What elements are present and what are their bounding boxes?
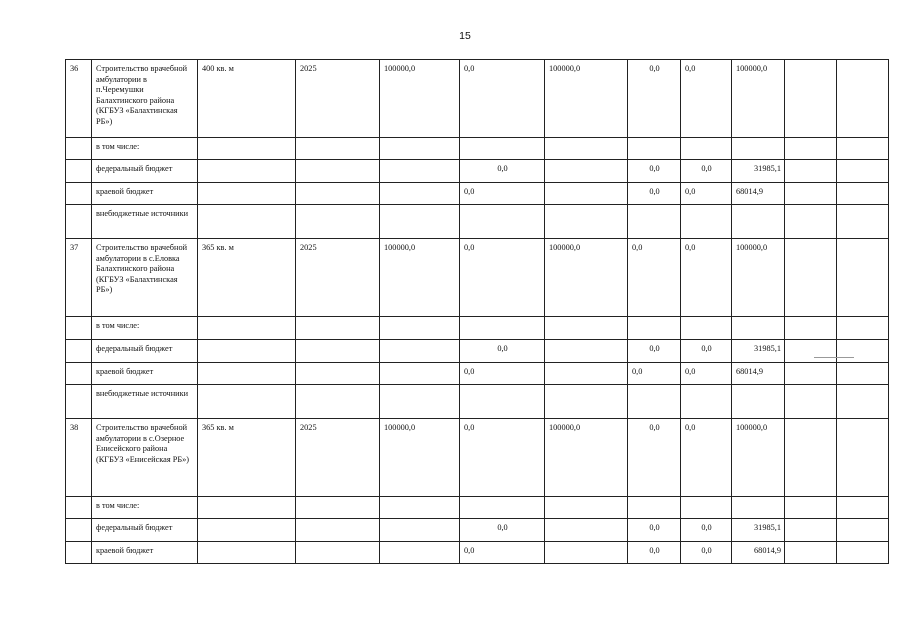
budget-table: [65, 59, 889, 564]
table-row: [66, 160, 889, 183]
total-cell: 100000,0: [380, 419, 460, 497]
value-cell-3: 0,0: [628, 340, 681, 363]
value-cell-3: 0,0: [628, 419, 681, 497]
value-cell-7: [837, 205, 889, 239]
value-cell-2: [545, 183, 628, 205]
year-cell: [296, 363, 380, 385]
table-row: [66, 205, 889, 239]
table-row: [66, 385, 889, 419]
value-cell-1: [460, 205, 545, 239]
row-number: [66, 183, 92, 205]
value-cell-6: [785, 385, 837, 419]
item-name: в том числе:: [92, 317, 198, 340]
table-row: [66, 138, 889, 160]
value-cell-1: 0,0: [460, 542, 545, 564]
value-cell-1: 0,0: [460, 239, 545, 317]
item-name: Строительство врачебной амбулатории в с.Еловка Балахтинского района (КГБУЗ «Балахтинская РБ»): [92, 239, 198, 317]
row-number: [66, 519, 92, 542]
value-cell-6: [785, 519, 837, 542]
value-cell-5: 100000,0: [732, 60, 785, 138]
value-cell-1: [460, 497, 545, 519]
value-cell-2: 100000,0: [545, 239, 628, 317]
total-cell: [380, 160, 460, 183]
table-body: [66, 60, 889, 564]
table-row: [66, 419, 889, 497]
value-cell-2: 100000,0: [545, 419, 628, 497]
stray-mark: [814, 357, 854, 358]
value-cell-7: [837, 340, 889, 363]
value-cell-2: [545, 160, 628, 183]
capacity-cell: [198, 542, 296, 564]
year-cell: 2025: [296, 239, 380, 317]
capacity-cell: [198, 317, 296, 340]
capacity-cell: [198, 160, 296, 183]
value-cell-5: 68014,9: [732, 363, 785, 385]
item-name: в том числе:: [92, 497, 198, 519]
capacity-cell: [198, 385, 296, 419]
value-cell-7: [837, 160, 889, 183]
value-cell-4: 0,0: [681, 340, 732, 363]
row-number: [66, 340, 92, 363]
total-cell: 100000,0: [380, 60, 460, 138]
capacity-cell: [198, 138, 296, 160]
value-cell-3: [628, 138, 681, 160]
value-cell-2: [545, 317, 628, 340]
capacity-cell: [198, 205, 296, 239]
row-number: [66, 160, 92, 183]
total-cell: [380, 138, 460, 160]
value-cell-4: 0,0: [681, 363, 732, 385]
value-cell-5: 100000,0: [732, 239, 785, 317]
value-cell-6: [785, 497, 837, 519]
value-cell-6: [785, 205, 837, 239]
value-cell-3: [628, 385, 681, 419]
row-number: [66, 497, 92, 519]
value-cell-1: 0,0: [460, 60, 545, 138]
row-number: [66, 385, 92, 419]
value-cell-1: 0,0: [460, 160, 545, 183]
value-cell-4: [681, 385, 732, 419]
row-number: 36: [66, 60, 92, 138]
value-cell-4: 0,0: [681, 239, 732, 317]
value-cell-2: [545, 340, 628, 363]
value-cell-7: [837, 363, 889, 385]
value-cell-2: [545, 519, 628, 542]
value-cell-1: 0,0: [460, 363, 545, 385]
value-cell-1: [460, 385, 545, 419]
value-cell-5: [732, 317, 785, 340]
capacity-cell: 400 кв. м: [198, 60, 296, 138]
capacity-cell: 365 кв. м: [198, 419, 296, 497]
value-cell-7: [837, 138, 889, 160]
row-number: [66, 205, 92, 239]
item-name: федеральный бюджет: [92, 160, 198, 183]
value-cell-5: [732, 385, 785, 419]
value-cell-3: 0,0: [628, 519, 681, 542]
value-cell-4: [681, 317, 732, 340]
value-cell-6: [785, 138, 837, 160]
value-cell-5: [732, 205, 785, 239]
total-cell: [380, 385, 460, 419]
value-cell-1: 0,0: [460, 340, 545, 363]
value-cell-1: [460, 317, 545, 340]
value-cell-2: 100000,0: [545, 60, 628, 138]
value-cell-6: [785, 60, 837, 138]
capacity-cell: [198, 183, 296, 205]
year-cell: 2025: [296, 60, 380, 138]
value-cell-5: 68014,9: [732, 542, 785, 564]
year-cell: [296, 183, 380, 205]
item-name: Строительство врачебной амбулатории в с.Озерное Енисейского района (КГБУЗ «Енисейская РБ»): [92, 419, 198, 497]
value-cell-2: [545, 205, 628, 239]
item-name: краевой бюджет: [92, 183, 198, 205]
value-cell-5: 31985,1: [732, 160, 785, 183]
capacity-cell: 365 кв. м: [198, 239, 296, 317]
total-cell: [380, 183, 460, 205]
table-row: [66, 519, 889, 542]
value-cell-5: 31985,1: [732, 340, 785, 363]
value-cell-6: [785, 340, 837, 363]
year-cell: [296, 497, 380, 519]
capacity-cell: [198, 340, 296, 363]
year-cell: [296, 205, 380, 239]
total-cell: 100000,0: [380, 239, 460, 317]
total-cell: [380, 363, 460, 385]
value-cell-5: 100000,0: [732, 419, 785, 497]
year-cell: 2025: [296, 419, 380, 497]
year-cell: [296, 160, 380, 183]
value-cell-6: [785, 419, 837, 497]
capacity-cell: [198, 519, 296, 542]
value-cell-4: 0,0: [681, 160, 732, 183]
value-cell-4: [681, 138, 732, 160]
total-cell: [380, 317, 460, 340]
row-number: 37: [66, 239, 92, 317]
value-cell-1: 0,0: [460, 519, 545, 542]
item-name: краевой бюджет: [92, 363, 198, 385]
value-cell-3: 0,0: [628, 60, 681, 138]
item-name: федеральный бюджет: [92, 519, 198, 542]
table-row: [66, 239, 889, 317]
capacity-cell: [198, 497, 296, 519]
year-cell: [296, 385, 380, 419]
value-cell-3: 0,0: [628, 183, 681, 205]
value-cell-4: 0,0: [681, 60, 732, 138]
total-cell: [380, 519, 460, 542]
value-cell-5: [732, 138, 785, 160]
row-number: [66, 317, 92, 340]
year-cell: [296, 340, 380, 363]
value-cell-7: [837, 60, 889, 138]
value-cell-4: [681, 205, 732, 239]
table-row: [66, 363, 889, 385]
total-cell: [380, 340, 460, 363]
row-number: [66, 363, 92, 385]
row-number: [66, 138, 92, 160]
year-cell: [296, 138, 380, 160]
value-cell-3: 0,0: [628, 542, 681, 564]
table-row: [66, 183, 889, 205]
item-name: Строительство врачебной амбулатории в п.Черемушки Балахтинского района (КГБУЗ «Балахтинская РБ»): [92, 60, 198, 138]
value-cell-1: 0,0: [460, 183, 545, 205]
total-cell: [380, 497, 460, 519]
value-cell-1: 0,0: [460, 419, 545, 497]
value-cell-3: [628, 205, 681, 239]
table-row: [66, 317, 889, 340]
value-cell-7: [837, 419, 889, 497]
value-cell-4: 0,0: [681, 419, 732, 497]
value-cell-4: [681, 497, 732, 519]
value-cell-4: 0,0: [681, 519, 732, 542]
value-cell-1: [460, 138, 545, 160]
value-cell-2: [545, 363, 628, 385]
value-cell-6: [785, 183, 837, 205]
item-name: внебюджетные источники: [92, 205, 198, 239]
value-cell-7: [837, 385, 889, 419]
table-row: [66, 497, 889, 519]
value-cell-6: [785, 542, 837, 564]
value-cell-2: [545, 542, 628, 564]
value-cell-7: [837, 317, 889, 340]
value-cell-5: 68014,9: [732, 183, 785, 205]
value-cell-7: [837, 542, 889, 564]
row-number: 38: [66, 419, 92, 497]
value-cell-3: 0,0: [628, 160, 681, 183]
total-cell: [380, 542, 460, 564]
value-cell-3: 0,0: [628, 363, 681, 385]
year-cell: [296, 542, 380, 564]
value-cell-7: [837, 497, 889, 519]
total-cell: [380, 205, 460, 239]
capacity-cell: [198, 363, 296, 385]
item-name: внебюджетные источники: [92, 385, 198, 419]
value-cell-6: [785, 239, 837, 317]
value-cell-2: [545, 138, 628, 160]
table-row: [66, 60, 889, 138]
year-cell: [296, 519, 380, 542]
value-cell-4: 0,0: [681, 542, 732, 564]
page-number: 15: [459, 30, 471, 42]
item-name: федеральный бюджет: [92, 340, 198, 363]
value-cell-7: [837, 183, 889, 205]
value-cell-5: 31985,1: [732, 519, 785, 542]
item-name: краевой бюджет: [92, 542, 198, 564]
value-cell-3: 0,0: [628, 239, 681, 317]
year-cell: [296, 317, 380, 340]
value-cell-6: [785, 160, 837, 183]
row-number: [66, 542, 92, 564]
value-cell-2: [545, 385, 628, 419]
value-cell-6: [785, 363, 837, 385]
value-cell-2: [545, 497, 628, 519]
table-row: [66, 542, 889, 564]
value-cell-4: 0,0: [681, 183, 732, 205]
value-cell-7: [837, 519, 889, 542]
value-cell-3: [628, 497, 681, 519]
value-cell-5: [732, 497, 785, 519]
value-cell-3: [628, 317, 681, 340]
item-name: в том числе:: [92, 138, 198, 160]
value-cell-6: [785, 317, 837, 340]
value-cell-7: [837, 239, 889, 317]
table-row: [66, 340, 889, 363]
